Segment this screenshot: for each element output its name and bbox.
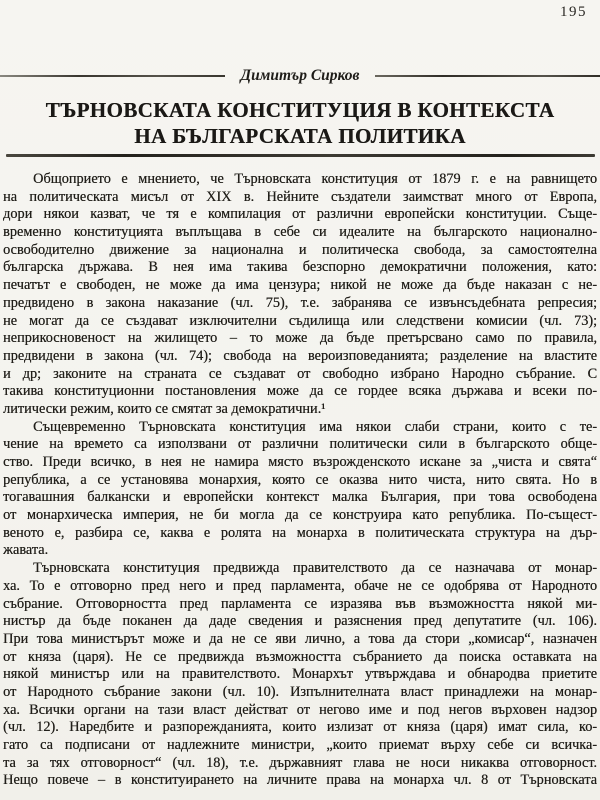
text-line: Общоприето е мнението, че Търновската конституция от 1879 г. е на равнището: [33, 171, 597, 187]
text-line: на политическата мисъл от XIX в. Нейните създатели заимстват много от Европа,: [3, 188, 597, 205]
article-title-line1: ТЪРНОВСКАТА КОНСТИТУЦИЯ В КОНТЕКСТА: [45, 98, 555, 122]
text-line: българска държава. В нея има такива безспорно демократични положения, като:: [3, 259, 597, 276]
text-line: Същевременно Търновската конституция има някои слаби страни, които с те-: [33, 418, 597, 435]
text-line: освободително движение за национална и политическа свобода, за самостоятелна: [3, 241, 597, 258]
author-header: [0, 67, 600, 85]
text-line: При това министърът може и да не се яви лично, а това да стори „комисар“, назначен: [3, 630, 597, 647]
text-line: и др; законите на страната се създават от свободно избрано Народно събрание. С: [3, 365, 597, 382]
text-line: неприкосновеност на жилището – то може да бъде претърсвано само по правила,: [3, 330, 597, 347]
text-line: веното е, разбира се, каква е ролята на монарха в политическата структура на дър-: [3, 524, 597, 541]
page-number: 195: [560, 4, 587, 20]
text-line: ха. То е отговорно пред него и пред парламента, обаче не се одобрява от Народното: [3, 577, 597, 594]
article-title-line2: НА БЪЛГАРСКАТА ПОЛИТИКА: [134, 124, 466, 148]
text-line: та за тях отговорност“ (чл. 18), т.е. държавният глава не носи никаква отговорност.: [3, 754, 597, 771]
text-line: дори някои казват, че тя е компилация от различни европейски конституции. Съще-: [3, 206, 597, 223]
text-line: Нещо повече – в конституирането на личните права на монарха чл. 8 от Търновската: [3, 772, 597, 789]
text-line: нистър да бъде поканен да даде сведения и разяснения пред депутатите (чл. 106).: [3, 613, 597, 630]
text-line: жавата.: [3, 542, 49, 559]
body-text: [3, 171, 597, 790]
title-divider-rule: [6, 154, 595, 157]
text-line: предвидено в закона наказание (чл. 75), т.е. забранява се извънсъдебната репресия;: [3, 294, 597, 311]
text-line: от монархическа империя, не би могла да се конструира като република. По-същест-: [3, 507, 597, 524]
text-line: република, а се установява монархия, която се оказва нито чиста, нито свята. Но в: [3, 471, 597, 488]
text-line: от Народното събрание закони (чл. 10). Изпълнителната власт принадлежи на монар-: [3, 683, 597, 700]
text-line: някой министър или на правителството. Монархът утвърждава и обнародва приетите: [3, 666, 597, 683]
article-title: [0, 97, 600, 149]
text-line: не могат да се създават изключителни съдилища или следствени комисии (чл. 73);: [3, 312, 597, 329]
author-rule-left: [0, 75, 225, 77]
text-line: (чл. 12). Наредбите и разпорежданията, които излизат от княза (царя) имат сила, ко-: [3, 719, 597, 736]
author-rule-right: [375, 75, 600, 77]
text-line: гато са подписани от надлежните министри, „които приемат върху себе си всичка-: [3, 737, 597, 753]
text-line: литически режим, които се смятат за демократични.¹: [3, 400, 326, 417]
text-line: такива конституционни постановления може да се гордее всяка държава и всеки по-: [3, 383, 597, 400]
text-line: събрание. Отговорността пред парламента се изразява във възможността някой ми-: [3, 595, 597, 612]
text-line: печатът е свободен, не може да има цензура; никой не може да бъде наказан с не-: [3, 277, 597, 294]
author-name: Димитър Сирков: [240, 67, 360, 84]
text-line: ство. Преди всичко, в нея не намира място възрожденското искане за „чиста и свята“: [3, 454, 597, 470]
text-line: тогавашния балкански и европейски контекст малка България, при това освободена: [3, 489, 597, 506]
text-line: ха. Всички органи на тази власт действат от негово име и под негов върховен надзор: [3, 701, 597, 718]
text-line: чение на времето са използвани от различни политически сили в българското обще-: [3, 436, 597, 453]
text-line: Търновската конституция предвижда правителството да се назначава от монар-: [33, 560, 597, 577]
text-line: предвидени в закона (чл. 74); свобода на вероизповеданията; разделение на властите: [3, 347, 597, 364]
text-line: от княза (царя). Не се предвижда възможността събранието да поиска оставката на: [3, 648, 597, 665]
text-line: временно конституцията въплъщава в себе си идеалите на българското национално-: [3, 224, 597, 241]
